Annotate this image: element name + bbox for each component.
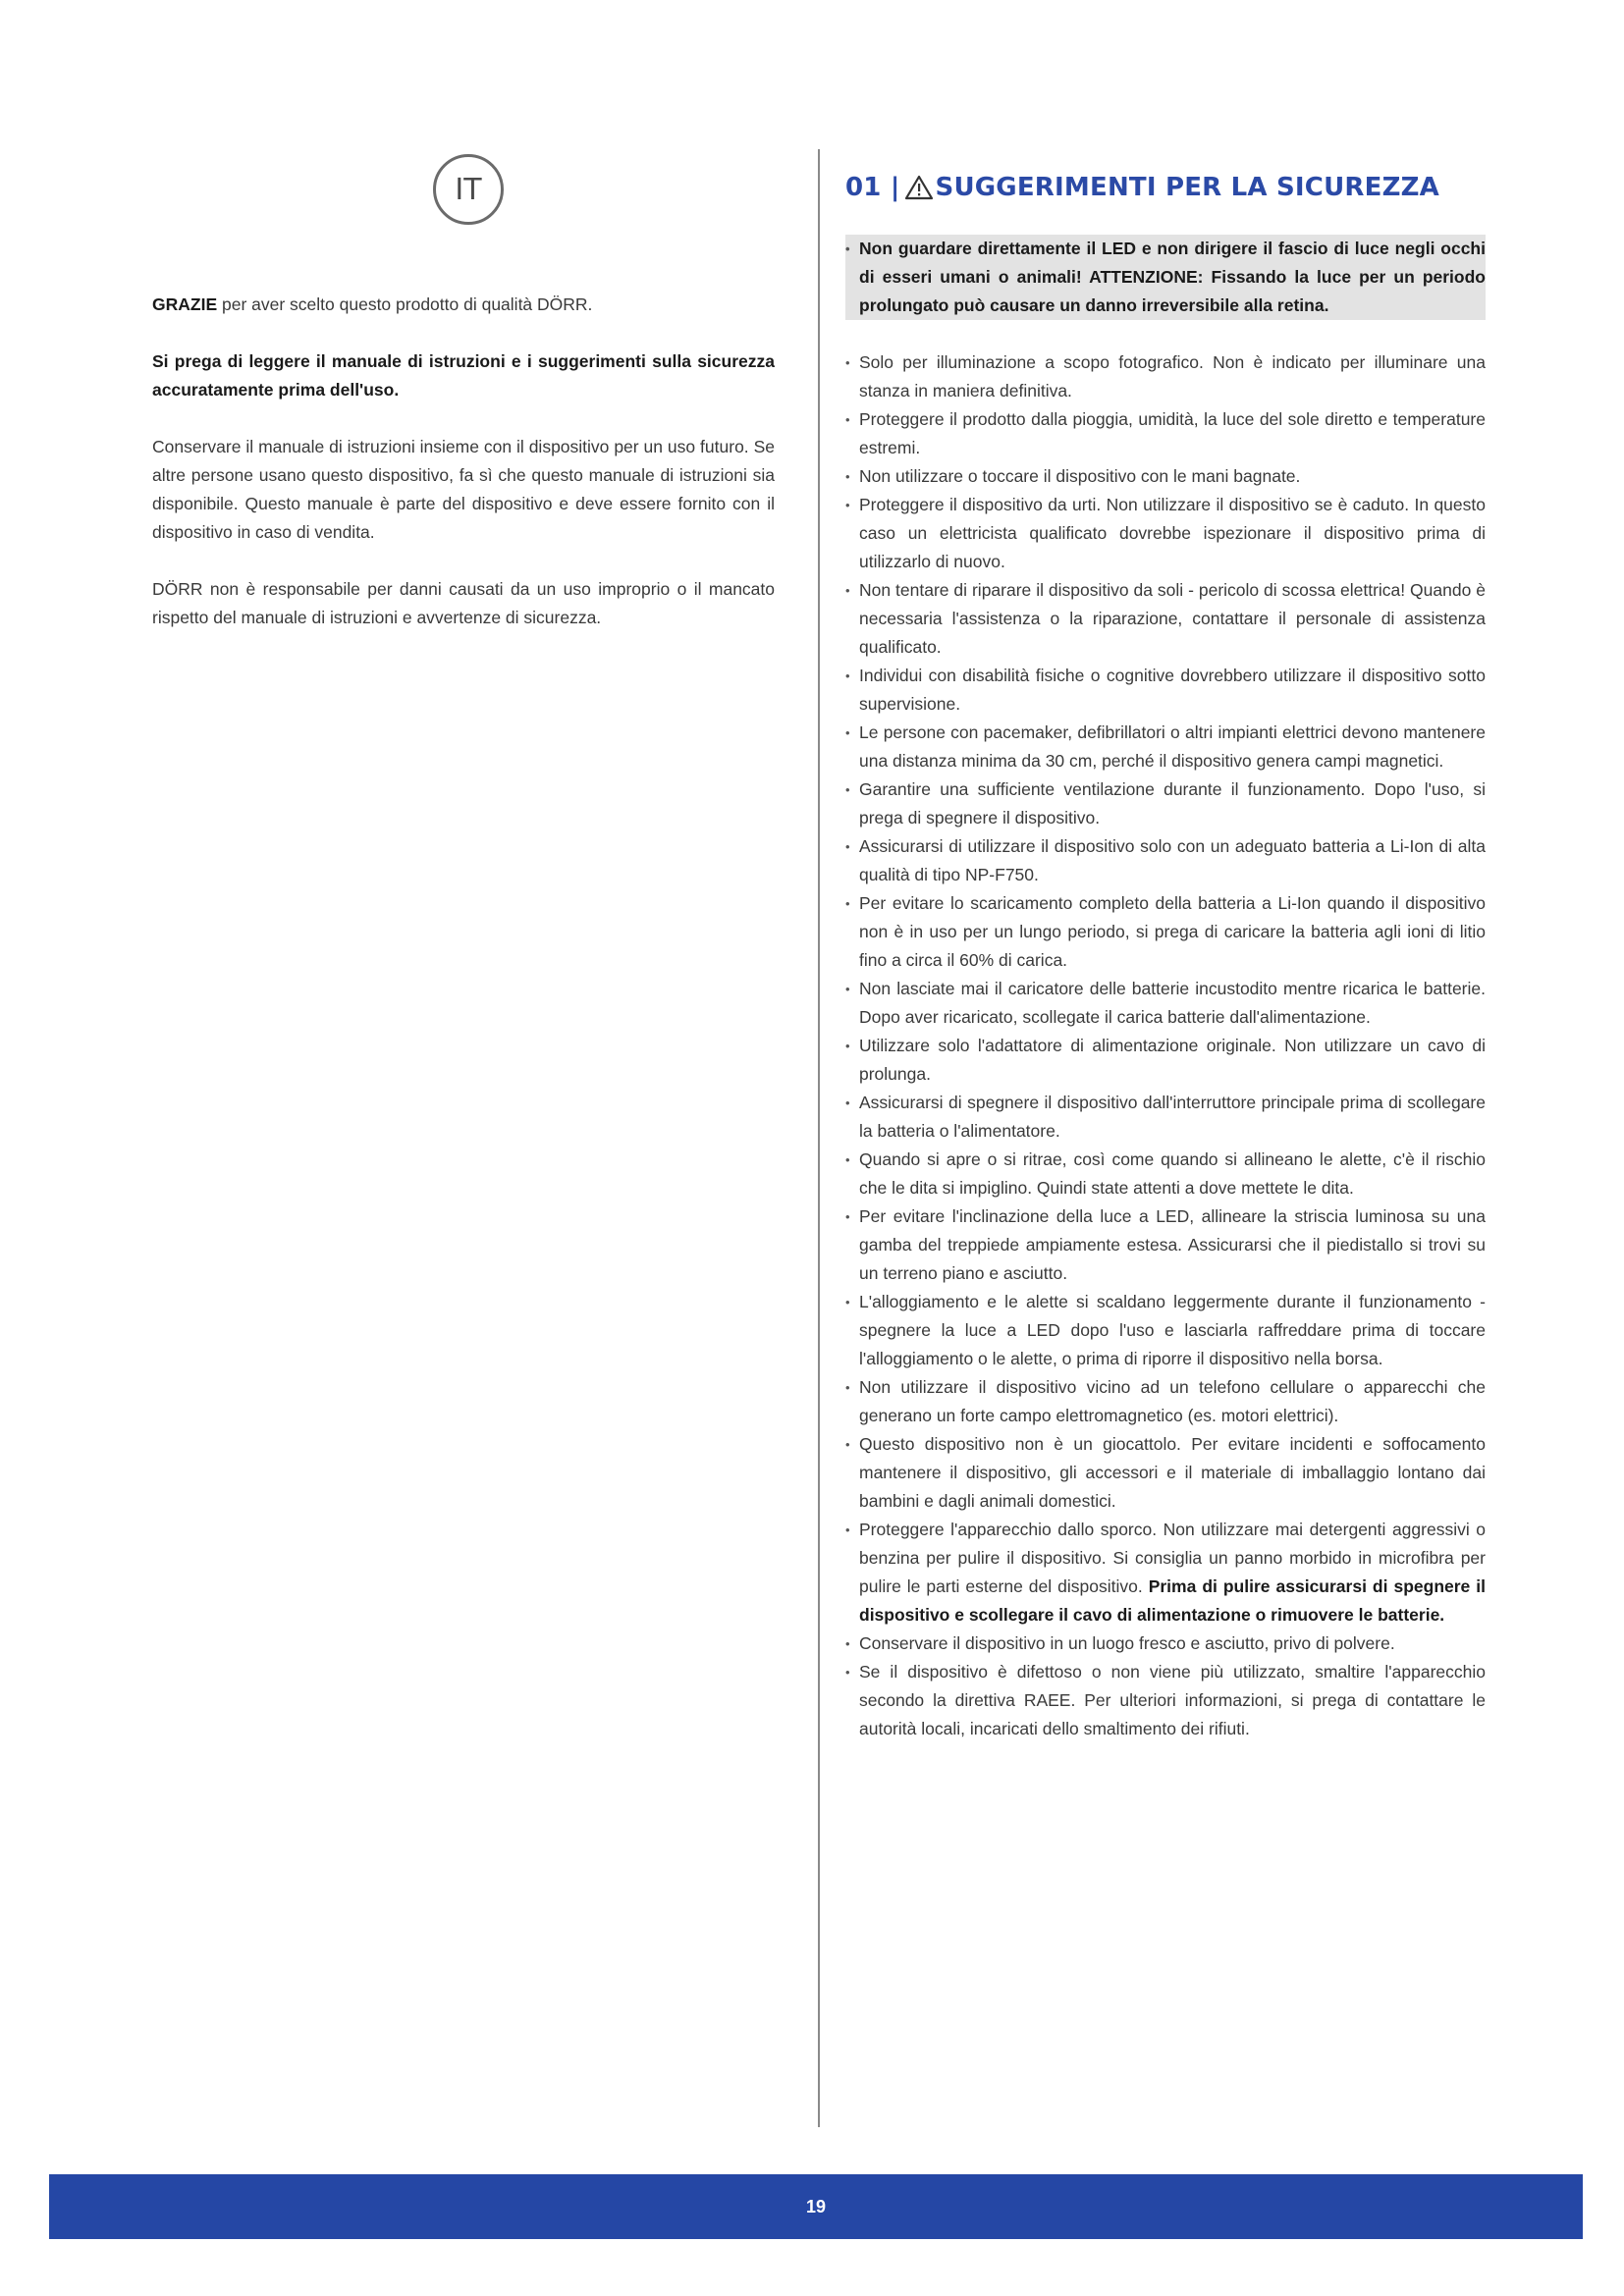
warning-bullet: • Non guardare direttamente il LED e non dirigere il fascio di luce negli occhi di esseri umani o animali! ATTENZIONE: Fissando la luce per un periodo prolungato può causare un danno irreversibile alla retina. — [845, 235, 1486, 320]
list-item: • Proteggere il dispositivo da urti. Non utilizzare il dispositivo se è caduto. In questo caso un elettricista qualificato dovrebbe ispezionare il dispositivo prima di utilizzarlo di nuovo. — [845, 491, 1486, 576]
thanks-text: per aver scelto questo prodotto di qualità DÖRR. — [217, 294, 593, 314]
warning-triangle-icon — [904, 175, 934, 200]
footer-bar — [49, 2174, 1583, 2239]
list-item: • Non utilizzare o toccare il dispositivo con le mani bagnate. — [845, 462, 1486, 491]
thanks-bold: GRAZIE — [152, 294, 218, 314]
list-item: • Per evitare l'inclinazione della luce a LED, allineare la striscia luminosa su una gamba del treppiede ampiamente estesa. Assicurarsi che il piedistallo si trovi su un terreno piano e asciutto. — [845, 1202, 1486, 1288]
list-item: • Per evitare lo scaricamento completo della batteria a Li-Ion quando il dispositivo non è in uso per un lungo periodo, si prega di caricare la batteria agli ioni di litio fino a circa il 60% di carica. — [845, 889, 1486, 975]
column-divider — [818, 149, 820, 2127]
list-item: • Le persone con pacemaker, defibrillatori o altri impianti elettrici devono mantenere una distanza minima da 30 cm, perché il dispositivo genera campi magnetici. — [845, 719, 1486, 775]
list-item: • Questo dispositivo non è un giocattolo. Per evitare incidenti e soffocamento mantenere il dispositivo, gli accessori e il materiale di imballaggio lontano dai bambini e dagli animali domestici. — [845, 1430, 1486, 1516]
safety-column — [845, 235, 1486, 1743]
intro-column — [152, 291, 775, 661]
section-heading — [845, 173, 1439, 202]
list-item: • Proteggere il prodotto dalla pioggia, umidità, la luce del sole diretto e temperature estremi. — [845, 405, 1486, 462]
keep-manual-paragraph: Conservare il manuale di istruzioni insieme con il dispositivo per un uso futuro. Se altre persone usano questo dispositivo, fa sì che questo manuale di istruzioni sia disponibile. Questo manuale è parte del dispositivo e deve essere fornito con il dispositivo in caso di vendita. — [152, 437, 775, 542]
liability-paragraph: DÖRR non è responsabile per danni causati da un uso improprio o il mancato rispetto del manuale di istruzioni e avvertenze di sicurezza. — [152, 579, 775, 627]
list-item: • Quando si apre o si ritrae, così come quando si allineano le alette, c'è il rischio che le dita si impiglino. Quindi state attenti a dove mettete le dita. — [845, 1146, 1486, 1202]
section-title: SUGGERIMENTI PER LA SICUREZZA — [935, 173, 1439, 202]
list-item: • Assicurarsi di utilizzare il dispositivo solo con un adeguato batteria a Li-Ion di alta qualità di tipo NP-F750. — [845, 832, 1486, 889]
section-number: 01 | — [845, 173, 900, 202]
list-item: • Conservare il dispositivo in un luogo fresco e asciutto, privo di polvere. — [845, 1629, 1486, 1658]
thanks-paragraph — [152, 291, 775, 319]
cleaning-bold: Prima di pulire assicurarsi di spegnere il dispositivo e scollegare il cavo di alimentazione o rimuovere le batterie. — [859, 1576, 1486, 1625]
page-number: 19 — [805, 2196, 827, 2216]
cleaning-text: Proteggere l'apparecchio dallo sporco. Non utilizzare mai detergenti aggressivi o benzina per pulire il dispositivo. Si consiglia un panno morbido in microfibra per pulire le parti esterne del dispositivo. — [859, 1520, 1486, 1596]
list-item: • Utilizzare solo l'adattatore di alimentazione originale. Non utilizzare un cavo di prolunga. — [845, 1032, 1486, 1089]
list-item: • Individui con disabilità fisiche o cognitive dovrebbero utilizzare il dispositivo sotto supervisione. — [845, 662, 1486, 719]
list-item: • Se il dispositivo è difettoso o non viene più utilizzato, smaltire l'apparecchio secondo la direttiva RAEE. Per ulteriori informazioni, si prega di contattare le autorità locali, incaricati dello smaltimento dei rifiuti. — [845, 1658, 1486, 1743]
list-item: • Non utilizzare il dispositivo vicino ad un telefono cellulare o apparecchi che generano un forte campo elettromagnetico (es. motori elettrici). — [845, 1373, 1486, 1430]
language-badge: IT — [433, 154, 504, 225]
warning-list — [845, 235, 1486, 320]
list-item: • Non tentare di riparare il dispositivo da soli - pericolo di scossa elettrica! Quando è necessaria l'assistenza o la riparazione, contattare il personale di assistenza qualificato. — [845, 576, 1486, 662]
list-item: • Garantire una sufficiente ventilazione durante il funzionamento. Dopo l'uso, si prega di spegnere il dispositivo. — [845, 775, 1486, 832]
safety-list — [845, 348, 1486, 1743]
list-item: • Solo per illuminazione a scopo fotografico. Non è indicato per illuminare una stanza in maniera definitiva. — [845, 348, 1486, 405]
list-item: • Assicurarsi di spegnere il dispositivo dall'interruttore principale prima di scollegare la batteria o l'alimentatore. — [845, 1089, 1486, 1146]
list-item: • Non lasciate mai il caricatore delle batterie incustodito mentre ricarica le batterie. Dopo aver ricaricato, scollegate il carica batterie dall'alimentazione. — [845, 975, 1486, 1032]
read-manual-paragraph: Si prega di leggere il manuale di istruzioni e i suggerimenti sulla sicurezza accuratamente prima dell'uso. — [152, 351, 775, 400]
list-item: • L'alloggiamento e le alette si scaldano leggermente durante il funzionamento - spegnere la luce a LED dopo l'uso e lasciarla raffreddare prima di toccare l'alloggiamento o le alette, o prima di riporre il dispositivo nella borsa. — [845, 1288, 1486, 1373]
list-item-cleaning — [845, 1516, 1486, 1629]
